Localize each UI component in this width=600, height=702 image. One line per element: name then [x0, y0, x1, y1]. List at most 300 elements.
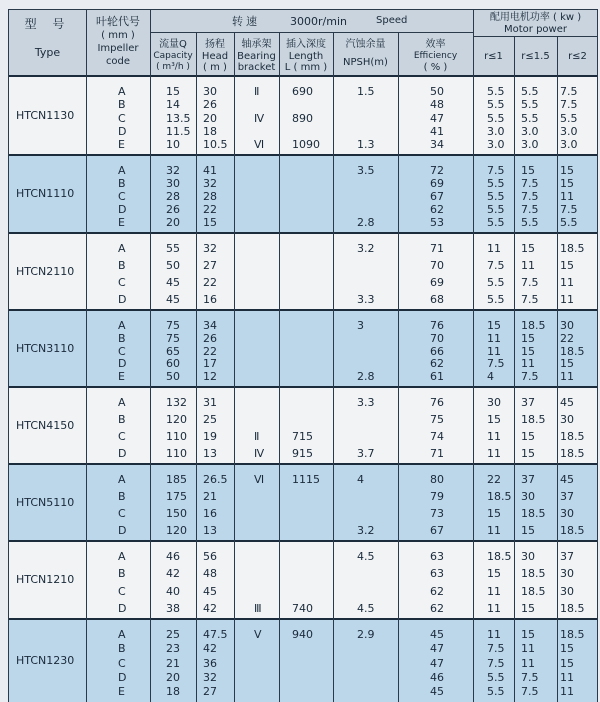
capacity-cell: 110	[166, 430, 187, 443]
npsh-cell: 3.2	[357, 242, 375, 255]
length-cell: 740	[292, 602, 313, 615]
bearing-bracket-cell: Ⅴ	[254, 628, 262, 641]
capacity-cell: 30	[166, 177, 180, 190]
impeller-code-cell: D	[118, 203, 127, 216]
power-r2-cell: 18.5	[560, 524, 585, 537]
header-bearing-cn: 轴承架	[241, 39, 272, 50]
efficiency-cell: 67	[430, 524, 444, 537]
pump-type: HTCN3110	[16, 341, 75, 355]
head-cell: 32	[203, 242, 217, 255]
efficiency-cell: 75	[430, 413, 444, 426]
power-r2-cell: 18.5	[560, 447, 585, 460]
power-r1-cell: 5.5	[487, 85, 505, 98]
impeller-code-cell: C	[118, 276, 126, 289]
head-cell: 42	[203, 642, 217, 655]
header-speed-value: 3000r/min	[290, 15, 347, 28]
power-r1-cell: 11	[487, 524, 501, 537]
npsh-cell: 3.7	[357, 447, 375, 460]
power-r15-cell: 15	[521, 345, 535, 358]
impeller-code-cell: B	[118, 567, 126, 580]
length-cell: 690	[292, 85, 313, 98]
power-r2-cell: 3.0	[560, 138, 578, 151]
group-separator	[8, 232, 598, 234]
npsh-cell: 3.2	[357, 524, 375, 537]
capacity-cell: 18	[166, 685, 180, 698]
power-r15-cell: 30	[521, 550, 535, 563]
power-r15-cell: 15	[521, 242, 535, 255]
impeller-code-cell: A	[118, 473, 126, 486]
power-r15-cell: 11	[521, 357, 535, 370]
impeller-code-cell: D	[118, 447, 127, 460]
power-r2-cell: 15	[560, 164, 574, 177]
header-length-cn: 插入深度	[286, 39, 326, 50]
power-r2-cell: 11	[560, 671, 574, 684]
header-impeller-cn: 叶轮代号	[96, 15, 140, 28]
header-type-en: Type	[34, 46, 61, 59]
impeller-code-cell: A	[118, 396, 126, 409]
pump-type: HTCN1130	[16, 108, 75, 122]
column-divider	[150, 9, 151, 702]
power-r2-cell: 18.5	[560, 602, 585, 615]
length-cell: 1115	[292, 473, 320, 486]
efficiency-cell: 79	[430, 490, 444, 503]
power-r1-cell: 5.5	[487, 293, 505, 306]
power-r2-cell: 11	[560, 293, 574, 306]
efficiency-cell: 67	[430, 190, 444, 203]
power-r15-cell: 7.5	[521, 190, 539, 203]
bearing-bracket-cell: Ⅵ	[254, 473, 265, 486]
header-eff-cn: 效率	[425, 39, 446, 50]
bearing-bracket-cell: Ⅲ	[254, 602, 262, 615]
impeller-code-cell: C	[118, 190, 126, 203]
power-r1-cell: 11	[487, 585, 501, 598]
npsh-cell: 4	[357, 473, 364, 486]
impeller-code-cell: C	[118, 430, 126, 443]
head-cell: 31	[203, 396, 217, 409]
power-r2-cell: 15	[560, 177, 574, 190]
group-separator	[8, 463, 598, 465]
head-cell: 20	[203, 112, 217, 125]
group-band-htcn3110	[8, 310, 598, 387]
head-cell: 56	[203, 550, 217, 563]
efficiency-cell: 62	[430, 203, 444, 216]
capacity-cell: 11.5	[166, 125, 191, 138]
length-cell: 890	[292, 112, 313, 125]
group-band-htcn1110	[8, 155, 598, 233]
efficiency-cell: 61	[430, 370, 444, 383]
power-r1-cell: 5.5	[487, 112, 505, 125]
power-r2-cell: 11	[560, 276, 574, 289]
impeller-code-cell: A	[118, 319, 126, 332]
head-cell: 32	[203, 177, 217, 190]
capacity-cell: 55	[166, 242, 180, 255]
head-cell: 15	[203, 216, 217, 229]
capacity-cell: 32	[166, 164, 180, 177]
power-r1-cell: 11	[487, 430, 501, 443]
impeller-code-cell: A	[118, 628, 126, 641]
power-r1-cell: 7.5	[487, 259, 505, 272]
header-r1: r≤1	[484, 51, 503, 62]
power-r1-cell: 30	[487, 396, 501, 409]
header-length-en: Length	[288, 51, 324, 62]
power-r1-cell: 5.5	[487, 203, 505, 216]
head-cell: 34	[203, 319, 217, 332]
capacity-cell: 50	[166, 259, 180, 272]
header-motor-cn: 配用电机功率 ( kw )	[489, 12, 582, 23]
header-head-cn: 扬程	[205, 39, 225, 50]
head-cell: 41	[203, 164, 217, 177]
capacity-cell: 10	[166, 138, 180, 151]
power-r2-cell: 7.5	[560, 203, 578, 216]
power-r1-cell: 5.5	[487, 685, 505, 698]
efficiency-cell: 48	[430, 98, 444, 111]
capacity-cell: 120	[166, 524, 187, 537]
power-r2-cell: 37	[560, 490, 574, 503]
power-r1-cell: 4	[487, 370, 494, 383]
pump-type: HTCN2110	[16, 264, 75, 278]
column-divider	[333, 32, 334, 702]
capacity-cell: 20	[166, 671, 180, 684]
capacity-cell: 20	[166, 216, 180, 229]
capacity-cell: 40	[166, 585, 180, 598]
power-r15-cell: 15	[521, 602, 535, 615]
efficiency-cell: 62	[430, 357, 444, 370]
head-cell: 47.5	[203, 628, 228, 641]
power-r15-cell: 15	[521, 164, 535, 177]
bearing-bracket-cell: Ⅱ	[254, 430, 260, 443]
efficiency-cell: 63	[430, 567, 444, 580]
power-r2-cell: 15	[560, 642, 574, 655]
impeller-code-cell: B	[118, 490, 126, 503]
power-r2-cell: 15	[560, 357, 574, 370]
header-bearing-en2: bracket	[237, 62, 276, 73]
capacity-cell: 120	[166, 413, 187, 426]
power-r1-cell: 3.0	[487, 125, 505, 138]
header-capacity-unit: ( m³/h )	[156, 62, 190, 72]
capacity-cell: 28	[166, 190, 180, 203]
header-head-en: Head	[201, 51, 229, 62]
head-cell: 30	[203, 85, 217, 98]
power-r1-cell: 15	[487, 319, 501, 332]
impeller-code-cell: D	[118, 357, 127, 370]
header-motor-line	[473, 36, 598, 37]
efficiency-cell: 76	[430, 319, 444, 332]
power-r15-cell: 15	[521, 524, 535, 537]
capacity-cell: 26	[166, 203, 180, 216]
efficiency-cell: 72	[430, 164, 444, 177]
head-cell: 22	[203, 276, 217, 289]
power-r2-cell: 45	[560, 396, 574, 409]
power-r2-cell: 15	[560, 259, 574, 272]
power-r2-cell: 30	[560, 319, 574, 332]
npsh-cell: 2.8	[357, 370, 375, 383]
header-npsh-cn: 汽蚀余量	[345, 39, 386, 50]
capacity-cell: 60	[166, 357, 180, 370]
capacity-cell: 25	[166, 628, 180, 641]
head-cell: 27	[203, 685, 217, 698]
column-divider	[597, 9, 598, 702]
power-r2-cell: 3.0	[560, 125, 578, 138]
power-r15-cell: 7.5	[521, 276, 539, 289]
power-r2-cell: 30	[560, 585, 574, 598]
header-npsh-en: NPSH(m)	[343, 57, 388, 68]
head-cell: 21	[203, 490, 217, 503]
power-r15-cell: 5.5	[521, 112, 539, 125]
capacity-cell: 15	[166, 85, 180, 98]
npsh-cell: 1.3	[357, 138, 375, 151]
impeller-code-cell: C	[118, 112, 126, 125]
power-r1-cell: 11	[487, 628, 501, 641]
efficiency-cell: 62	[430, 602, 444, 615]
power-r1-cell: 18.5	[487, 490, 512, 503]
efficiency-cell: 73	[430, 507, 444, 520]
power-r15-cell: 18.5	[521, 567, 546, 580]
power-r1-cell: 11	[487, 447, 501, 460]
head-cell: 12	[203, 370, 217, 383]
efficiency-cell: 63	[430, 550, 444, 563]
power-r2-cell: 18.5	[560, 430, 585, 443]
length-cell: 915	[292, 447, 313, 460]
header-capacity-en: Capacity	[153, 51, 193, 61]
pump-type: HTCN5110	[16, 495, 75, 509]
power-r1-cell: 7.5	[487, 164, 505, 177]
impeller-code-cell: E	[118, 138, 125, 151]
head-cell: 27	[203, 259, 217, 272]
power-r2-cell: 7.5	[560, 85, 578, 98]
power-r15-cell: 5.5	[521, 98, 539, 111]
capacity-cell: 23	[166, 642, 180, 655]
head-cell: 48	[203, 567, 217, 580]
impeller-code-cell: A	[118, 550, 126, 563]
power-r1-cell: 15	[487, 507, 501, 520]
group-separator	[8, 540, 598, 542]
header-speed-en: Speed	[376, 15, 408, 26]
power-r1-cell: 7.5	[487, 357, 505, 370]
column-divider	[557, 36, 558, 702]
power-r2-cell: 45	[560, 473, 574, 486]
efficiency-cell: 71	[430, 242, 444, 255]
impeller-code-cell: D	[118, 293, 127, 306]
capacity-cell: 42	[166, 567, 180, 580]
power-r15-cell: 18.5	[521, 585, 546, 598]
header-eff-en: Efficiency	[413, 51, 458, 61]
group-band-htcn2110	[8, 233, 598, 310]
group-separator	[8, 309, 598, 311]
impeller-code-cell: D	[118, 602, 127, 615]
capacity-cell: 46	[166, 550, 180, 563]
column-divider	[398, 32, 399, 702]
npsh-cell: 3	[357, 319, 364, 332]
header-r15: r≤1.5	[521, 51, 550, 62]
head-cell: 42	[203, 602, 217, 615]
efficiency-cell: 80	[430, 473, 444, 486]
capacity-cell: 75	[166, 319, 180, 332]
power-r2-cell: 5.5	[560, 112, 578, 125]
head-cell: 13	[203, 447, 217, 460]
efficiency-cell: 62	[430, 585, 444, 598]
power-r2-cell: 18.5	[560, 628, 585, 641]
power-r2-cell: 18.5	[560, 242, 585, 255]
power-r15-cell: 5.5	[521, 85, 539, 98]
header-eff-unit: ( % )	[423, 62, 448, 73]
group-separator	[8, 618, 598, 620]
power-r15-cell: 7.5	[521, 685, 539, 698]
power-r15-cell: 3.0	[521, 138, 539, 151]
header-bearing-en1: Bearing	[237, 51, 276, 62]
power-r2-cell: 22	[560, 332, 574, 345]
efficiency-cell: 71	[430, 447, 444, 460]
length-cell: 715	[292, 430, 313, 443]
power-r15-cell: 7.5	[521, 177, 539, 190]
impeller-code-cell: E	[118, 685, 125, 698]
efficiency-cell: 46	[430, 671, 444, 684]
npsh-cell: 3.3	[357, 396, 375, 409]
power-r15-cell: 7.5	[521, 671, 539, 684]
impeller-code-cell: A	[118, 164, 126, 177]
power-r2-cell: 30	[560, 413, 574, 426]
impeller-code-cell: E	[118, 370, 125, 383]
head-cell: 17	[203, 357, 217, 370]
efficiency-cell: 76	[430, 396, 444, 409]
capacity-cell: 21	[166, 657, 180, 670]
efficiency-cell: 69	[430, 276, 444, 289]
column-divider	[196, 32, 197, 702]
length-cell: 1090	[292, 138, 320, 151]
power-r1-cell: 5.5	[487, 98, 505, 111]
efficiency-cell: 34	[430, 138, 444, 151]
npsh-cell: 2.8	[357, 216, 375, 229]
power-r15-cell: 5.5	[521, 216, 539, 229]
head-cell: 10.5	[203, 138, 228, 151]
capacity-cell: 185	[166, 473, 187, 486]
power-r15-cell: 37	[521, 396, 535, 409]
pump-type: HTCN4150	[16, 418, 75, 432]
header-speed-cn: 转速	[232, 15, 260, 28]
capacity-cell: 14	[166, 98, 180, 111]
efficiency-cell: 41	[430, 125, 444, 138]
efficiency-cell: 45	[430, 628, 444, 641]
length-cell: 940	[292, 628, 313, 641]
header-impeller-unit: ( mm )	[101, 30, 135, 41]
power-r15-cell: 18.5	[521, 507, 546, 520]
capacity-cell: 13.5	[166, 112, 191, 125]
head-cell: 18	[203, 125, 217, 138]
bearing-bracket-cell: Ⅳ	[254, 447, 265, 460]
bearing-bracket-cell: Ⅵ	[254, 138, 265, 151]
head-cell: 28	[203, 190, 217, 203]
capacity-cell: 50	[166, 370, 180, 383]
impeller-code-cell: C	[118, 345, 126, 358]
head-cell: 36	[203, 657, 217, 670]
npsh-cell: 1.5	[357, 85, 375, 98]
power-r2-cell: 11	[560, 685, 574, 698]
power-r2-cell: 15	[560, 657, 574, 670]
impeller-code-cell: B	[118, 332, 126, 345]
power-r1-cell: 15	[487, 567, 501, 580]
header-type-cn: 型 号	[24, 17, 71, 31]
group-separator	[8, 386, 598, 388]
column-divider	[279, 32, 280, 702]
efficiency-cell: 50	[430, 85, 444, 98]
impeller-code-cell: A	[118, 242, 126, 255]
power-r2-cell: 30	[560, 507, 574, 520]
header-impeller-en2: code	[105, 56, 131, 67]
head-cell: 22	[203, 345, 217, 358]
power-r15-cell: 18.5	[521, 319, 546, 332]
power-r1-cell: 11	[487, 332, 501, 345]
power-r2-cell: 11	[560, 190, 574, 203]
power-r1-cell: 5.5	[487, 190, 505, 203]
npsh-cell: 3.5	[357, 164, 375, 177]
power-r2-cell: 18.5	[560, 345, 585, 358]
npsh-cell: 2.9	[357, 628, 375, 641]
power-r15-cell: 15	[521, 332, 535, 345]
impeller-code-cell: E	[118, 216, 125, 229]
power-r15-cell: 3.0	[521, 125, 539, 138]
capacity-cell: 45	[166, 276, 180, 289]
efficiency-cell: 70	[430, 332, 444, 345]
impeller-code-cell: D	[118, 671, 127, 684]
power-r1-cell: 7.5	[487, 657, 505, 670]
column-divider	[473, 9, 474, 702]
impeller-code-cell: B	[118, 413, 126, 426]
efficiency-cell: 47	[430, 112, 444, 125]
head-cell: 26	[203, 332, 217, 345]
power-r2-cell: 5.5	[560, 216, 578, 229]
power-r15-cell: 37	[521, 473, 535, 486]
efficiency-cell: 70	[430, 259, 444, 272]
power-r2-cell: 7.5	[560, 98, 578, 111]
capacity-cell: 75	[166, 332, 180, 345]
header-motor-en: Motor power	[504, 24, 567, 35]
power-r1-cell: 18.5	[487, 550, 512, 563]
efficiency-cell: 69	[430, 177, 444, 190]
column-divider	[86, 9, 87, 702]
capacity-cell: 175	[166, 490, 187, 503]
npsh-cell: 4.5	[357, 550, 375, 563]
group-separator	[8, 154, 598, 156]
head-cell: 16	[203, 507, 217, 520]
power-r1-cell: 7.5	[487, 642, 505, 655]
impeller-code-cell: C	[118, 585, 126, 598]
power-r15-cell: 7.5	[521, 293, 539, 306]
impeller-code-cell: B	[118, 98, 126, 111]
column-divider	[8, 9, 9, 702]
efficiency-cell: 66	[430, 345, 444, 358]
header-top-line	[8, 9, 598, 10]
capacity-cell: 65	[166, 345, 180, 358]
power-r15-cell: 15	[521, 430, 535, 443]
impeller-code-cell: B	[118, 642, 126, 655]
power-r15-cell: 15	[521, 628, 535, 641]
npsh-cell: 4.5	[357, 602, 375, 615]
head-cell: 13	[203, 524, 217, 537]
head-cell: 45	[203, 585, 217, 598]
power-r1-cell: 11	[487, 345, 501, 358]
efficiency-cell: 47	[430, 657, 444, 670]
power-r1-cell: 5.5	[487, 216, 505, 229]
head-cell: 22	[203, 203, 217, 216]
power-r1-cell: 5.5	[487, 671, 505, 684]
power-r15-cell: 7.5	[521, 370, 539, 383]
power-r15-cell: 30	[521, 490, 535, 503]
impeller-code-cell: B	[118, 259, 126, 272]
bearing-bracket-cell: Ⅱ	[254, 85, 260, 98]
power-r15-cell: 11	[521, 642, 535, 655]
power-r1-cell: 11	[487, 242, 501, 255]
head-cell: 32	[203, 671, 217, 684]
impeller-code-cell: C	[118, 657, 126, 670]
